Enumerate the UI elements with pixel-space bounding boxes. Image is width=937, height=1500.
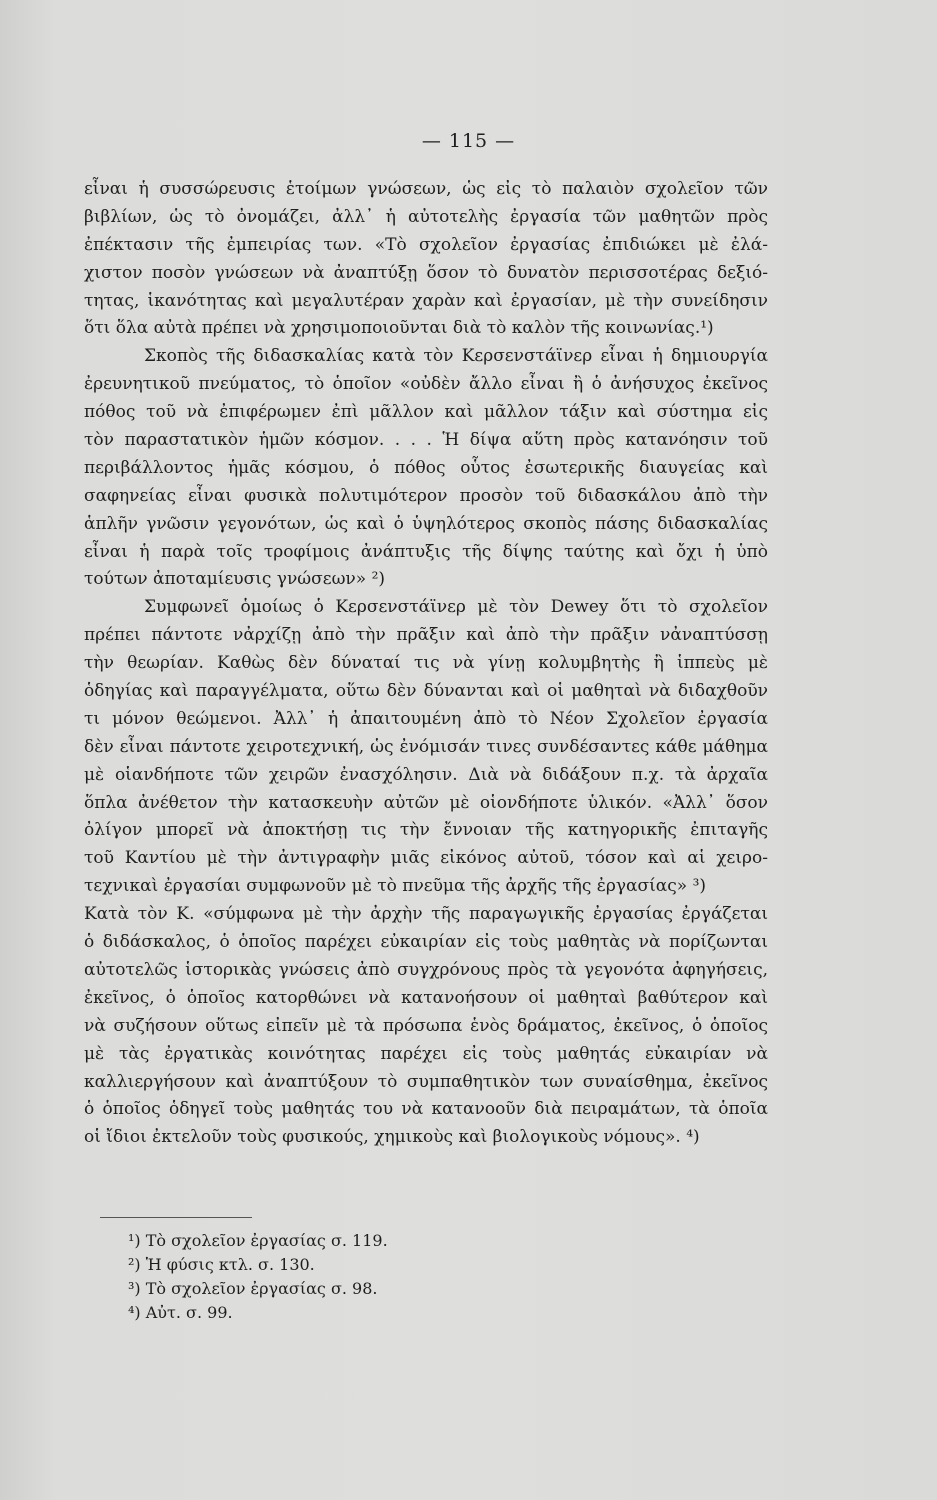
- text-line: πρέπει πάντοτε νἀρχίζῃ ἀπὸ τὴν πρᾶξιν καὶ ἀπὸ τὴν πρᾶξιν νἀναπτύσσῃ: [84, 625, 768, 646]
- text-line: μὲ τὰς ἐργατικὰς κοινότητας παρέχει εἰς τοὺς μαθητάς εὐκαιρίαν νὰ: [84, 1043, 768, 1064]
- text-line: τι μόνον θεώμενοι. Ἀλλ᾽ ἡ ἀπαιτουμένη ἀπὸ τὸ Νέον Σχολεῖον ἐργασία: [84, 708, 768, 729]
- body-text: [84, 176, 768, 1152]
- text-line: εἶναι ἡ παρὰ τοῖς τροφίμοις ἀνάπτυξις τῆς δίψης ταύτης καὶ ὄχι ἡ ὑπὸ: [84, 541, 768, 562]
- text-line: ὁ ὁποῖος ὁδηγεῖ τοὺς μαθητάς του νὰ κατανοοῦν διὰ πειραμάτων, τὰ ὁποῖα: [84, 1099, 768, 1120]
- text-line: οἱ ἴδιοι ἐκτελοῦν τοὺς φυσικούς, χημικοὺς καὶ βιολογικοὺς νόμους». ⁴): [84, 1127, 700, 1148]
- text-line: ἁπλῆν γνῶσιν γεγονότων, ὡς καὶ ὁ ὑψηλότερος σκοπὸς πάσης διδασκαλίας: [84, 513, 768, 534]
- text-line: τὴν θεωρίαν. Καθὼς δὲν δύναταί τις νὰ γίνῃ κολυμβητὴς ἢ ἱππεὺς μὲ: [84, 653, 768, 674]
- text-line: καλλιεργήσουν καὶ ἀναπτύξουν τὸ συμπαθητικὸν των συναίσθημα, ἐκεῖνος: [84, 1071, 768, 1092]
- text-line: εἶναι ἡ συσσώρευσις ἑτοίμων γνώσεων, ὡς εἰς τὸ παλαιὸν σχολεῖον τῶν: [84, 179, 768, 199]
- text-line: Συμφωνεῖ ὁμοίως ὁ Κερσενστάϊνερ μὲ τὸν Dewey ὅτι τὸ σχολεῖον: [144, 597, 768, 618]
- text-line: τεχνικαὶ ἐργασίαι συμφωνοῦν μὲ τὸ πνεῦμα τῆς ἀρχῆς τῆς ἐργασίας» ³): [84, 876, 707, 897]
- text-line: περιβάλλοντος ἡμᾶς κόσμου, ὁ πόθος οὗτος ἐσωτερικῆς διαυγείας καὶ: [84, 457, 768, 478]
- text-line: ὀλίγον μπορεῖ νὰ ἀποκτήσῃ τις τὴν ἔννοιαν τῆς κατηγορικῆς ἐπιταγῆς: [84, 820, 768, 841]
- text-line: δὲν εἶναι πάντοτε χειροτεχνική, ὡς ἐνόμισάν τινες συνδέσαντες κάθε μάθημα: [84, 736, 768, 757]
- text-line: ὁδηγίας καὶ παραγγέλματα, οὕτω δὲν δύνανται καὶ οἱ μαθηταὶ νὰ διδαχθοῦν: [84, 681, 768, 702]
- footnote: ³) Τὸ σχολεῖον ἐργασίας σ. 98.: [128, 1279, 378, 1298]
- text-line: ἐκεῖνος, ὁ ὁποῖος κατορθώνει νὰ κατανοήσουν οἱ μαθηταὶ βαθύτερον καὶ: [84, 987, 768, 1008]
- text-line: ὅπλα ἀνέθετον τὴν κατασκευὴν αὐτῶν μὲ οἱονδήποτε ὑλικόν. «Ἀλλ᾽ ὅσον: [84, 792, 768, 813]
- text-line: τούτων ἀποταμίευσις γνώσεων» ²): [84, 569, 386, 590]
- text-line: μὲ οἱανδήποτε τῶν χειρῶν ἐνασχόλησιν. Διὰ νὰ διδάξουν π.χ. τὰ ἀρχαῖα: [84, 764, 768, 785]
- footnote: ⁴) Αὐτ. σ. 99.: [128, 1303, 233, 1322]
- text-line: πόθος τοῦ νὰ ἐπιφέρωμεν ἐπὶ μᾶλλον καὶ μᾶλλον τάξιν καὶ σύστημα εἰς: [84, 402, 768, 423]
- text-line: ὅτι ὅλα αὐτὰ πρέπει νὰ χρησιμοποιοῦνται διὰ τὸ καλὸν τῆς κοινωνίας.¹): [84, 318, 714, 339]
- text-line: νὰ συζήσουν οὕτως εἰπεῖν μὲ τὰ πρόσωπα ἑνὸς δράματος, ἐκεῖνος, ὁ ὁποῖος: [84, 1015, 768, 1036]
- text-line: αὐτοτελῶς ἱστορικὰς γνώσεις ἀπὸ συγχρόνους πρὸς τὰ γεγονότα ἀφηγήσεις,: [84, 959, 768, 980]
- text-line: βιβλίων, ὡς τὸ ὀνομάζει, ἀλλ᾽ ἡ αὐτοτελὴς ἐργασία τῶν μαθητῶν πρὸς: [84, 206, 768, 227]
- text-line: τὸν παραστατικὸν ἡμῶν κόσμον. . . . Ἡ δίψα αὕτη πρὸς κατανόησιν τοῦ: [84, 430, 768, 451]
- footnote: ²) Ἡ φύσις κτλ. σ. 130.: [128, 1255, 315, 1274]
- text-line: Σκοπὸς τῆς διδασκαλίας κατὰ τὸν Κερσενστάϊνερ εἶναι ἡ δημιουργία: [144, 346, 768, 367]
- footnote: ¹) Τὸ σχολεῖον ἐργασίας σ. 119.: [128, 1231, 388, 1250]
- text-line: τοῦ Καντίου μὲ τὴν ἀντιγραφὴν μιᾶς εἰκόνος αὐτοῦ, τόσον καὶ αἱ χειρο-: [84, 848, 768, 869]
- text-line: τητας, ἱκανότητας καὶ μεγαλυτέραν χαρὰν καὶ ἐργασίαν, μὲ τὴν συνείδησιν: [84, 290, 768, 311]
- text-line: σαφηνείας εἶναι φυσικὰ πολυτιμότερον προσὸν τοῦ διδασκάλου ἀπὸ τὴν: [84, 485, 768, 506]
- text-line: ἐρευνητικοῦ πνεύματος, τὸ ὁποῖον «οὐδὲν ἄλλο εἶναι ἢ ὁ ἀνήσυχος ἐκεῖνος: [84, 374, 768, 395]
- footnotes: [128, 1229, 628, 1325]
- text-line: ἐπέκτασιν τῆς ἐμπειρίας των. «Τὸ σχολεῖον ἐργασίας ἐπιδιώκει μὲ ἐλά-: [84, 234, 768, 255]
- page-number: — 115 —: [421, 130, 516, 152]
- text-line: ὁ διδάσκαλος, ὁ ὁποῖος παρέχει εὐκαιρίαν εἰς τοὺς μαθητὰς νὰ πορίζωνται: [84, 932, 768, 953]
- text-line: χιστον ποσὸν γνώσεων νὰ ἀναπτύξῃ ὅσον τὸ δυνατὸν περισσοτέρας δεξιό-: [84, 262, 768, 283]
- footnote-divider: [100, 1217, 252, 1218]
- text-line: Κατὰ τὸν Κ. «σύμφωνα μὲ τὴν ἀρχὴν τῆς παραγωγικῆς ἐργασίας ἐργάζεται: [84, 904, 768, 925]
